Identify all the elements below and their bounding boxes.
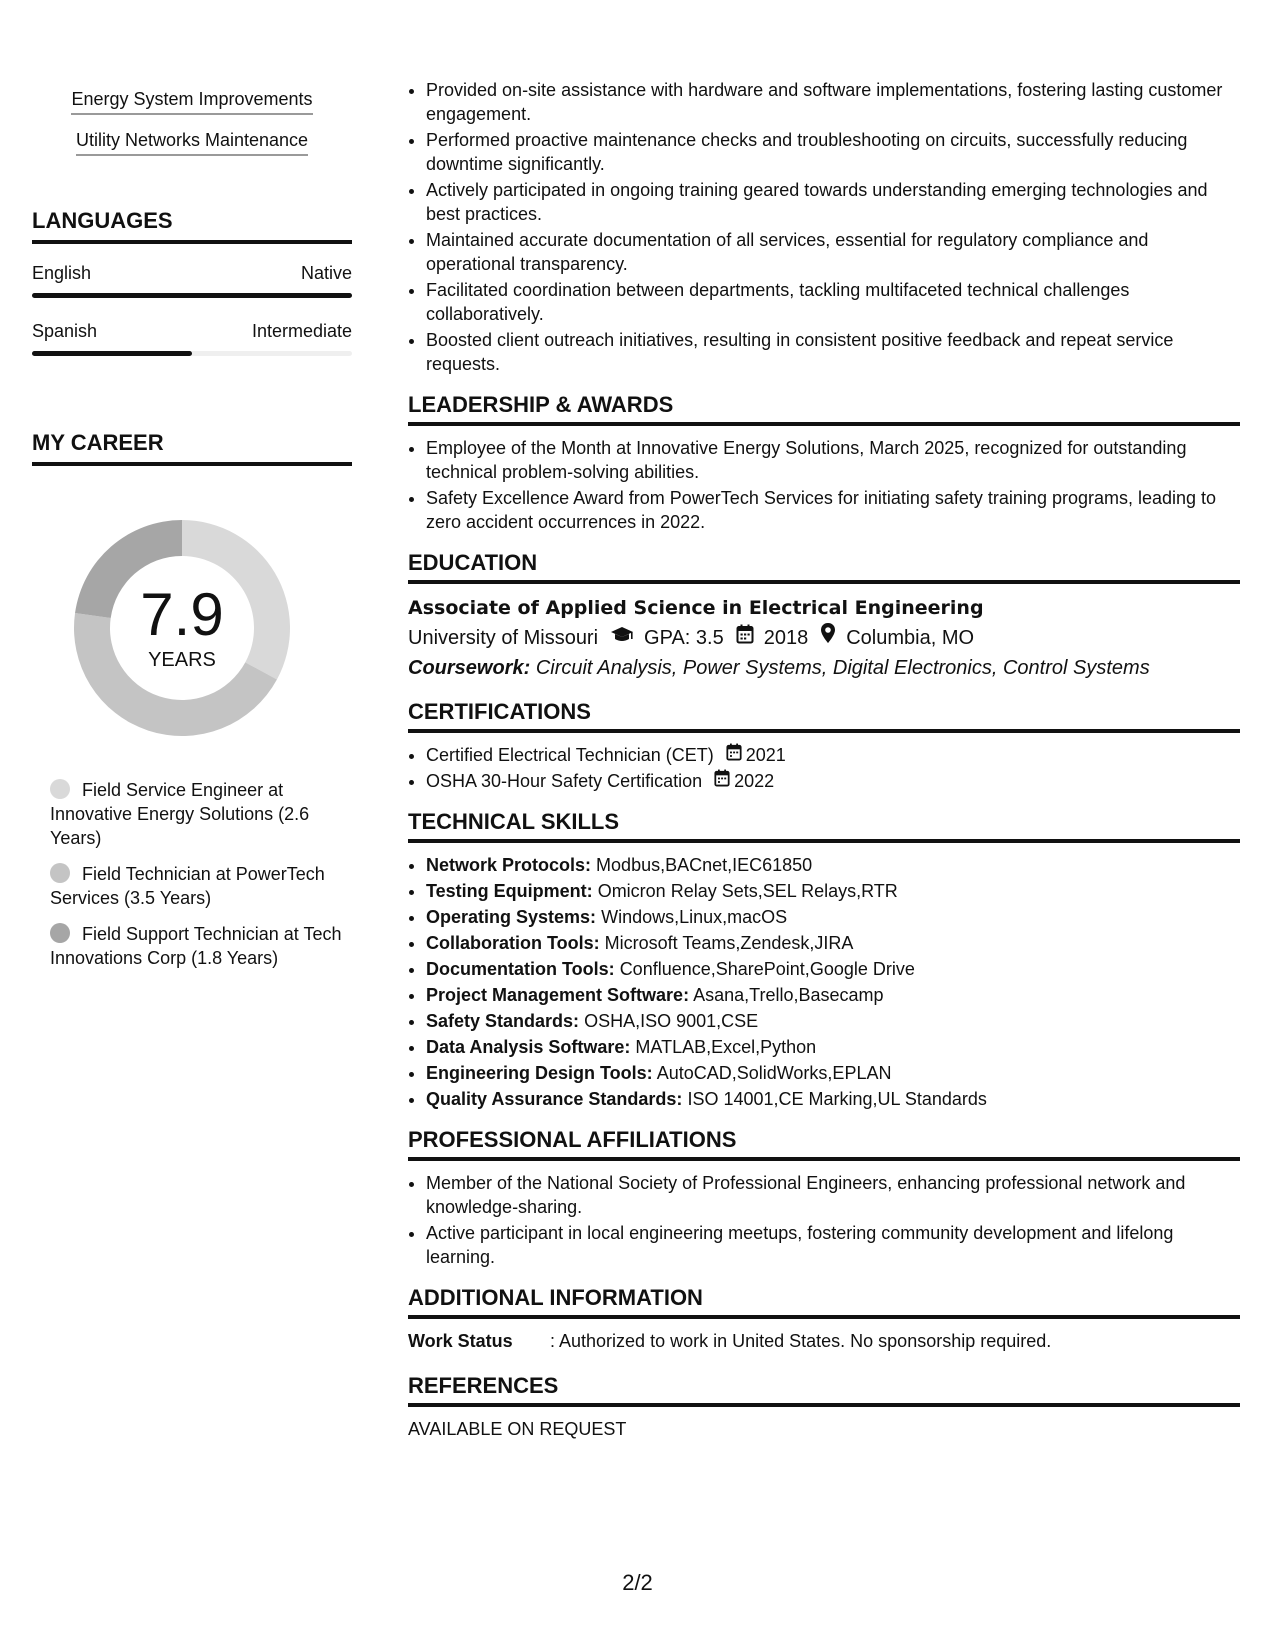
main-content bbox=[408, 78, 1240, 1441]
leadership-list bbox=[408, 436, 1240, 534]
language-bar bbox=[32, 351, 352, 356]
experience-bullet: • Actively participated in ongoing training geared towards understanding emerging technologies and best practices. bbox=[426, 178, 1240, 226]
career-donut-chart bbox=[62, 508, 302, 748]
education-coursework bbox=[408, 653, 1240, 683]
work-status-row bbox=[408, 1329, 1240, 1353]
technical-skill-item bbox=[426, 879, 1240, 903]
education-year: 2018 bbox=[763, 626, 809, 649]
skill-values: Confluence,SharePoint,Google Drive bbox=[619, 959, 915, 979]
graduation-cap-icon bbox=[610, 623, 634, 653]
technical-skill-item bbox=[426, 1087, 1240, 1111]
education-school: University of Missouri bbox=[408, 626, 599, 649]
skill-values: Omicron Relay Sets,SEL Relays,RTR bbox=[597, 881, 898, 901]
education-meta bbox=[408, 622, 1240, 653]
certification-name: • OSHA 30-Hour Safety Certification bbox=[426, 771, 703, 791]
leadership-heading: LEADERSHIP & AWARDS bbox=[408, 392, 1240, 426]
legend-dot bbox=[50, 779, 70, 799]
technical-skill-item bbox=[426, 1009, 1240, 1033]
coursework-list: Circuit Analysis, Power Systems, Digital Electronics, Control Systems bbox=[535, 657, 1150, 679]
language-level: Native bbox=[300, 263, 352, 283]
map-pin-icon bbox=[820, 622, 836, 653]
certification-year: 2021 bbox=[745, 745, 786, 765]
education-location: Columbia, MO bbox=[846, 626, 975, 649]
language-bar bbox=[32, 293, 352, 298]
skill-values: MATLAB,Excel,Python bbox=[635, 1037, 817, 1057]
references-heading: REFERENCES bbox=[408, 1373, 1240, 1407]
skill-values: OSHA,ISO 9001,CSE bbox=[584, 1011, 759, 1031]
career-legend bbox=[32, 778, 352, 970]
career-legend-item bbox=[50, 778, 352, 850]
certification-item bbox=[426, 743, 1240, 767]
skill-tag: Energy System Improvements bbox=[71, 88, 312, 115]
skill-values: AutoCAD,SolidWorks,EPLAN bbox=[656, 1063, 892, 1083]
language-level: Intermediate bbox=[251, 321, 352, 341]
career-total-unit: YEARS bbox=[148, 649, 216, 671]
skill-values: ISO 14001,CE Marking,UL Standards bbox=[687, 1089, 987, 1109]
skill-category: Data Analysis Software: bbox=[426, 1037, 631, 1057]
work-status-label: Work Status bbox=[408, 1331, 513, 1351]
leadership-item: • Safety Excellence Award from PowerTech Services for initiating safety training programs, leading to zero accident occurrences in 2022. bbox=[426, 486, 1240, 534]
languages-heading: LANGUAGES bbox=[32, 208, 352, 244]
skill-category: Project Management Software: bbox=[426, 985, 690, 1005]
skill-category: Network Protocols: bbox=[426, 855, 592, 875]
career-legend-item bbox=[50, 862, 352, 910]
experience-bullet: • Boosted client outreach initiatives, resulting in consistent positive feedback and repeat service requests. bbox=[426, 328, 1240, 376]
experience-bullet: • Maintained accurate documentation of all services, essential for regulatory compliance and operational transparency. bbox=[426, 228, 1240, 276]
affiliation-item: • Active participant in local engineering meetups, fostering community development and lifelong learning. bbox=[426, 1221, 1240, 1269]
skill-category: Documentation Tools: bbox=[426, 959, 615, 979]
career-section bbox=[32, 430, 352, 970]
certification-year: 2022 bbox=[734, 771, 775, 791]
education-heading: EDUCATION bbox=[408, 550, 1240, 584]
career-heading: MY CAREER bbox=[32, 430, 352, 466]
experience-bullet: • Provided on-site assistance with hardware and software implementations, fostering lasting customer engagement. bbox=[426, 78, 1240, 126]
affiliation-item: • Member of the National Society of Professional Engineers, enhancing professional network and knowledge-sharing. bbox=[426, 1171, 1240, 1219]
language-item bbox=[32, 320, 352, 356]
leadership-item: • Employee of the Month at Innovative Energy Solutions, March 2025, recognized for outstanding technical problem-solving abilities. bbox=[426, 436, 1240, 484]
skill-values: Windows,Linux,macOS bbox=[601, 907, 788, 927]
legend-dot bbox=[50, 863, 70, 883]
languages-section bbox=[32, 208, 352, 356]
skill-values: Microsoft Teams,Zendesk,JIRA bbox=[604, 933, 854, 953]
additional-info-heading: ADDITIONAL INFORMATION bbox=[408, 1285, 1240, 1319]
skill-values: Modbus,BACnet,IEC61850 bbox=[596, 855, 813, 875]
calendar-icon bbox=[726, 743, 742, 767]
experience-bullet: • Performed proactive maintenance checks and troubleshooting on circuits, successfully reducing downtime significantly. bbox=[426, 128, 1240, 176]
technical-skill-item bbox=[426, 853, 1240, 877]
calendar-icon bbox=[736, 623, 754, 653]
skill-tags bbox=[32, 88, 352, 156]
language-name: English bbox=[32, 263, 92, 283]
experience-bullet: • Facilitated coordination between departments, tackling multifaceted technical challenges collaboratively. bbox=[426, 278, 1240, 326]
certifications-heading: CERTIFICATIONS bbox=[408, 699, 1240, 733]
career-legend-text: Field Technician at PowerTech Services (3.5 Years) bbox=[50, 864, 325, 908]
page-number: 2/2 bbox=[622, 1570, 653, 1595]
sidebar bbox=[32, 78, 352, 982]
language-item bbox=[32, 262, 352, 298]
calendar-icon bbox=[714, 769, 730, 793]
career-legend-item bbox=[50, 922, 352, 970]
work-status-value: : Authorized to work in United States. No sponsorship required. bbox=[550, 1331, 1052, 1351]
language-bar-fill bbox=[32, 351, 192, 356]
education-gpa: GPA: 3.5 bbox=[644, 626, 724, 649]
skill-category: Operating Systems: bbox=[426, 907, 597, 927]
skill-category: Testing Equipment: bbox=[426, 881, 593, 901]
language-name: Spanish bbox=[32, 321, 98, 341]
technical-skills-heading: TECHNICAL SKILLS bbox=[408, 809, 1240, 843]
skill-category: Safety Standards: bbox=[426, 1011, 580, 1031]
skill-values: Asana,Trello,Basecamp bbox=[693, 985, 884, 1005]
technical-skill-item bbox=[426, 905, 1240, 929]
career-total-value: 7.9 bbox=[140, 581, 224, 648]
technical-skill-item bbox=[426, 957, 1240, 981]
coursework-label: Coursework: bbox=[408, 657, 531, 679]
experience-bullets bbox=[408, 78, 1240, 376]
career-legend-text: Field Support Technician at Tech Innovations Corp (1.8 Years) bbox=[50, 924, 342, 968]
education-degree: Associate of Applied Science in Electrical Engineering bbox=[408, 597, 984, 619]
technical-skill-item bbox=[426, 1035, 1240, 1059]
certification-item bbox=[426, 769, 1240, 793]
skill-category: Engineering Design Tools: bbox=[426, 1063, 653, 1083]
certification-name: • Certified Electrical Technician (CET) bbox=[426, 745, 714, 765]
references-text: AVAILABLE ON REQUEST bbox=[408, 1419, 627, 1439]
affiliations-list bbox=[408, 1171, 1240, 1269]
skill-category: Quality Assurance Standards: bbox=[426, 1089, 683, 1109]
legend-dot bbox=[50, 923, 70, 943]
technical-skill-item bbox=[426, 931, 1240, 955]
technical-skill-item bbox=[426, 983, 1240, 1007]
certifications-list bbox=[408, 743, 1240, 793]
skill-category: Collaboration Tools: bbox=[426, 933, 600, 953]
career-legend-text: Field Service Engineer at Innovative Energy Solutions (2.6 Years) bbox=[50, 780, 310, 848]
language-bar-fill bbox=[32, 293, 352, 298]
skill-tag: Utility Networks Maintenance bbox=[76, 129, 308, 156]
technical-skill-item bbox=[426, 1061, 1240, 1085]
affiliations-heading: PROFESSIONAL AFFILIATIONS bbox=[408, 1127, 1240, 1161]
technical-skills-list bbox=[408, 853, 1240, 1111]
